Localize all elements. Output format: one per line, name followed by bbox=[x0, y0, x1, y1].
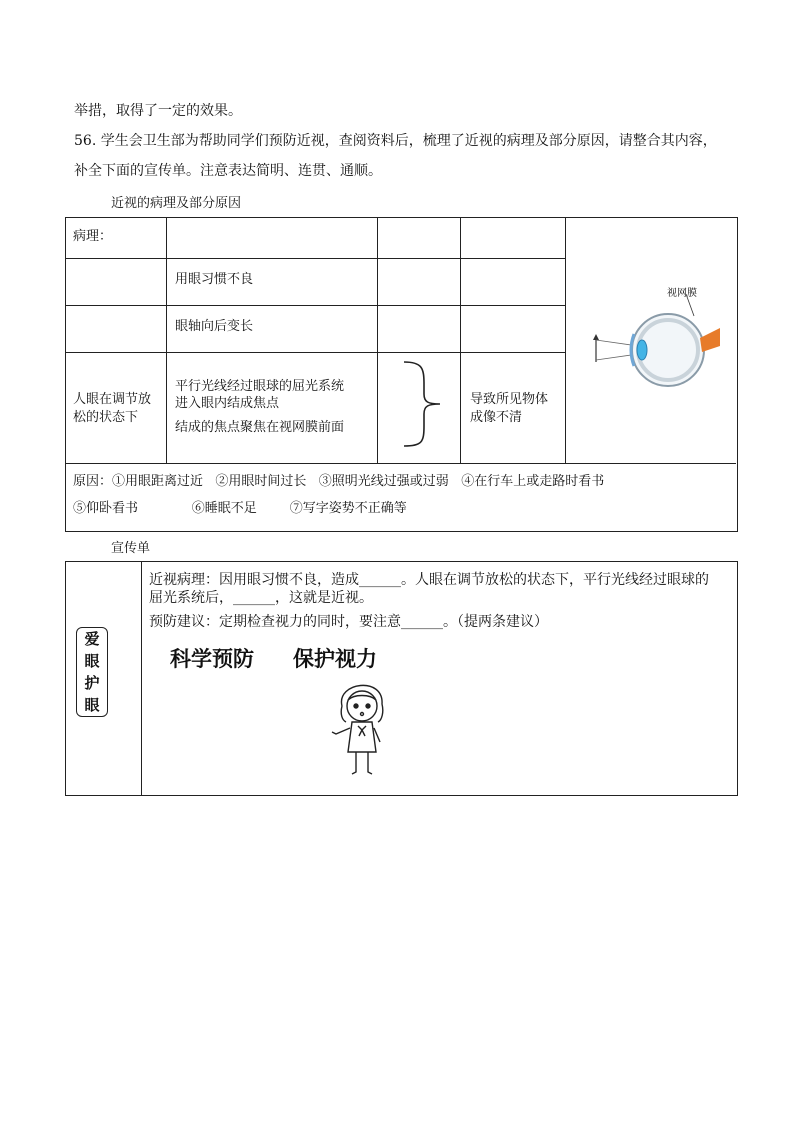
cell-result: 导致所见物体成像不清 bbox=[470, 392, 549, 425]
sign-char: 眼 bbox=[84, 652, 100, 670]
sign-char: 护 bbox=[84, 674, 100, 692]
table-divider bbox=[377, 217, 378, 463]
table-divider bbox=[460, 217, 461, 463]
causes-row-1: 原因：①用眼距离过近 ②用眼时间过长 ③照明光线过强或过弱 ④在行车上或走路时看书 bbox=[73, 474, 605, 489]
table-divider bbox=[65, 258, 565, 259]
flyer-divider bbox=[141, 561, 142, 795]
table-divider bbox=[565, 217, 566, 463]
cell-light-1: 平行光线经过眼球的屈光系统 bbox=[175, 379, 345, 394]
sign-char: 眼 bbox=[84, 696, 100, 714]
cell-light-2: 进入眼内结成焦点 bbox=[175, 396, 280, 411]
intro-line-3: 补全下面的宣传单。注意表达简明、连贯、通顺。 bbox=[74, 163, 382, 179]
banner-left: 科学预防 bbox=[170, 647, 254, 671]
flyer-advice: 预防建议：定期检查视力的同时，要注意______。（提两条建议） bbox=[149, 614, 548, 630]
question-number: 56. bbox=[74, 133, 97, 149]
curly-brace-icon bbox=[400, 358, 450, 450]
eye-care-sign bbox=[76, 627, 108, 717]
table-title: 近视的病理及部分原因 bbox=[111, 196, 242, 211]
table-divider bbox=[65, 352, 565, 353]
question-line bbox=[74, 130, 717, 150]
cell-relaxed-state: 人眼在调节放松的状态下 bbox=[73, 392, 152, 425]
pathology-label: 病理： bbox=[73, 229, 113, 244]
cell-axis: 眼轴向后变长 bbox=[175, 319, 254, 334]
banner-right: 保护视力 bbox=[293, 647, 377, 671]
girl-cartoon-icon bbox=[326, 672, 396, 780]
flyer-pathology-1: 近视病理：因用眼习惯不良，造成______。人眼在调节放松的状态下，平行光线经过眼球的 bbox=[149, 572, 709, 588]
eye-diagram bbox=[590, 290, 720, 400]
causes-row-2: ⑤仰卧看书 ⑥睡眠不足 ⑦写字姿势不正确等 bbox=[73, 501, 407, 516]
sign-char: 爱 bbox=[84, 630, 100, 648]
retina-label: 视网膜 bbox=[667, 288, 697, 299]
flyer-title: 宣传单 bbox=[111, 541, 151, 556]
intro-line-1: 举措，取得了一定的效果。 bbox=[74, 103, 242, 119]
question-text: 学生会卫生部为帮助同学们预防近视，查阅资料后，梳理了近视的病理及部分原因，请整合其内容， bbox=[100, 133, 717, 149]
table-divider bbox=[166, 217, 167, 463]
cell-habit: 用眼习惯不良 bbox=[175, 272, 254, 287]
table-divider bbox=[65, 463, 736, 464]
flyer-pathology-2: 屈光系统后，______，这就是近视。 bbox=[149, 590, 373, 606]
cell-focus: 结成的焦点聚焦在视网膜前面 bbox=[175, 420, 345, 435]
table-divider bbox=[65, 305, 565, 306]
